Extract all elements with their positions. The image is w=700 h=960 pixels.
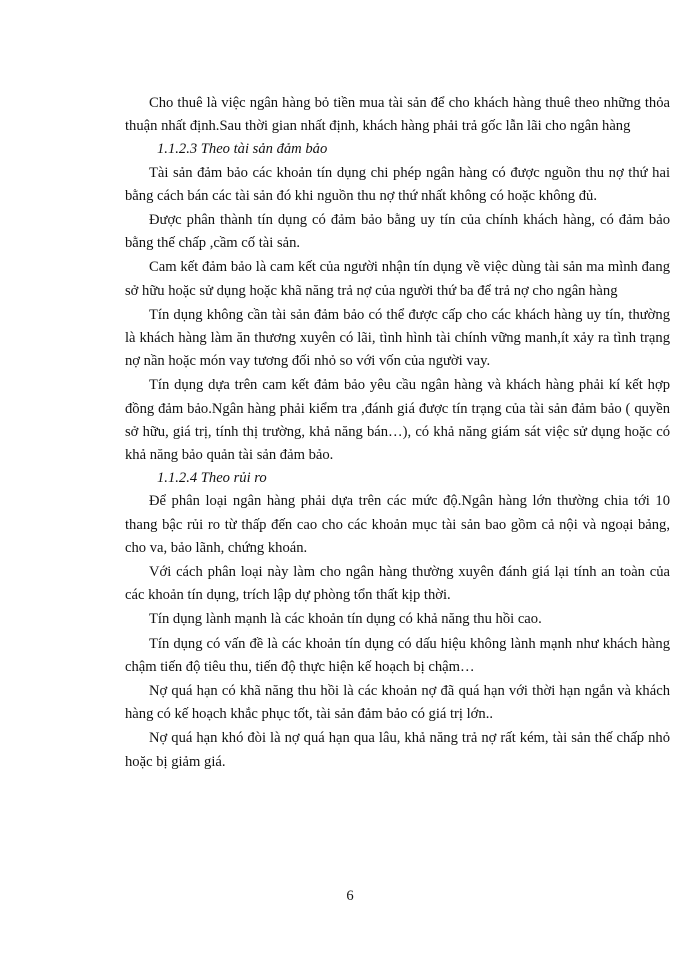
page-number: 6 xyxy=(346,888,354,904)
paragraph-collateral-definition: Tài sản đảm bảo các khoản tín dụng chi phép ngân hàng có được nguồn thu nợ thứ hai bằng cách bán các tài sản đó khi nguồn thu nợ thứ nhất không có hoặc không đủ. xyxy=(125,164,670,204)
paragraph-risk-classification: Để phân loại ngân hàng phải dựa trên các mức độ.Ngân hàng lớn thường chia tới 10 thang bậc rủi ro từ thấp đến cao cho các khoản mục tài sản bao gồm cả nội và ngoại bảng, cho va, bảo lãnh, chứng khoán. xyxy=(125,493,670,556)
paragraph-risk-assessment: Với cách phân loại này làm cho ngân hàng thường xuyên đánh giá lại tính an toàn của các khoản tín dụng, trích lập dự phòng tổn thất kịp thời. xyxy=(125,564,670,604)
paragraph-healthy-credit: Tín dụng lành mạnh là các khoản tín dụng có khả năng thu hồi cao. xyxy=(149,611,542,628)
paragraph-collateral-commitment: Cam kết đảm bảo là cam kết của người nhận tín dụng về việc dùng tài sản ma mình đang sở hữu hoặc sử dụng hoặc khã năng trả nợ của người thứ ba để trả nợ cho ngân hàng xyxy=(125,259,670,299)
paragraph-overdue-recoverable: Nợ quá hạn có khã năng thu hồi là các khoản nợ đã quá hạn với thời hạn ngắn và khách hàng có kế hoạch khắc phục tốt, tài sản đảm bảo có giá trị lớn.. xyxy=(125,683,670,723)
page-body xyxy=(125,92,670,774)
section-heading-risk: 1.1.2.4 Theo rủi ro xyxy=(157,470,267,487)
paragraph-collateral-classification: Được phân thành tín dụng có đảm bảo bằng uy tín của chính khách hàng, có đảm bảo bằng thế chấp ,cầm cố tài sản. xyxy=(125,212,670,252)
paragraph-secured-credit-contract: Tín dụng dựa trên cam kết đảm bảo yêu cầu ngân hàng và khách hàng phải kí kết hợp đồng đảm bảo.Ngân hàng phải kiểm tra ,đánh giá được tín trạng của tài sản đảm bảo ( quyền sở hữu, giá trị, tính thị trường, khả năng bán…), có khả năng giám sát việc sử dụng hoặc có khả năng bảo quản tài sản đảm bảo. xyxy=(125,377,670,464)
paragraph-unsecured-credit: Tín dụng không cần tài sản đảm bảo có thể được cấp cho các khách hàng uy tín, thường là khách hàng làm ăn thương xuyên có lãi, tình hình tài chính vững manh,ít xảy ra tình trạng nợ nần hoặc món vay tương đối nhỏ so với vốn của người vay. xyxy=(125,306,670,370)
section-heading-collateral: 1.1.2.3 Theo tài sản đảm bảo xyxy=(157,141,328,158)
paragraph-problem-credit: Tín dụng có vấn đề là các khoản tín dụng có dấu hiệu không lành mạnh như khách hàng chậm tiến độ tiêu thu, tiến độ thực hiện kế hoạch bị chậm… xyxy=(125,635,670,675)
paragraph-leasing: Cho thuê là việc ngân hàng bỏ tiền mua tài sản để cho khách hàng thuê theo những thỏa thuận nhất định.Sau thời gian nhất định, khách hàng phải trả gốc lẫn lãi cho ngân hàng xyxy=(125,95,670,135)
paragraph-overdue-doubtful: Nợ quá hạn khó đòi là nợ quá hạn qua lâu, khả năng trả nợ rất kém, tài sản thế chấp nhỏ hoặc bị giảm giá. xyxy=(125,730,670,770)
